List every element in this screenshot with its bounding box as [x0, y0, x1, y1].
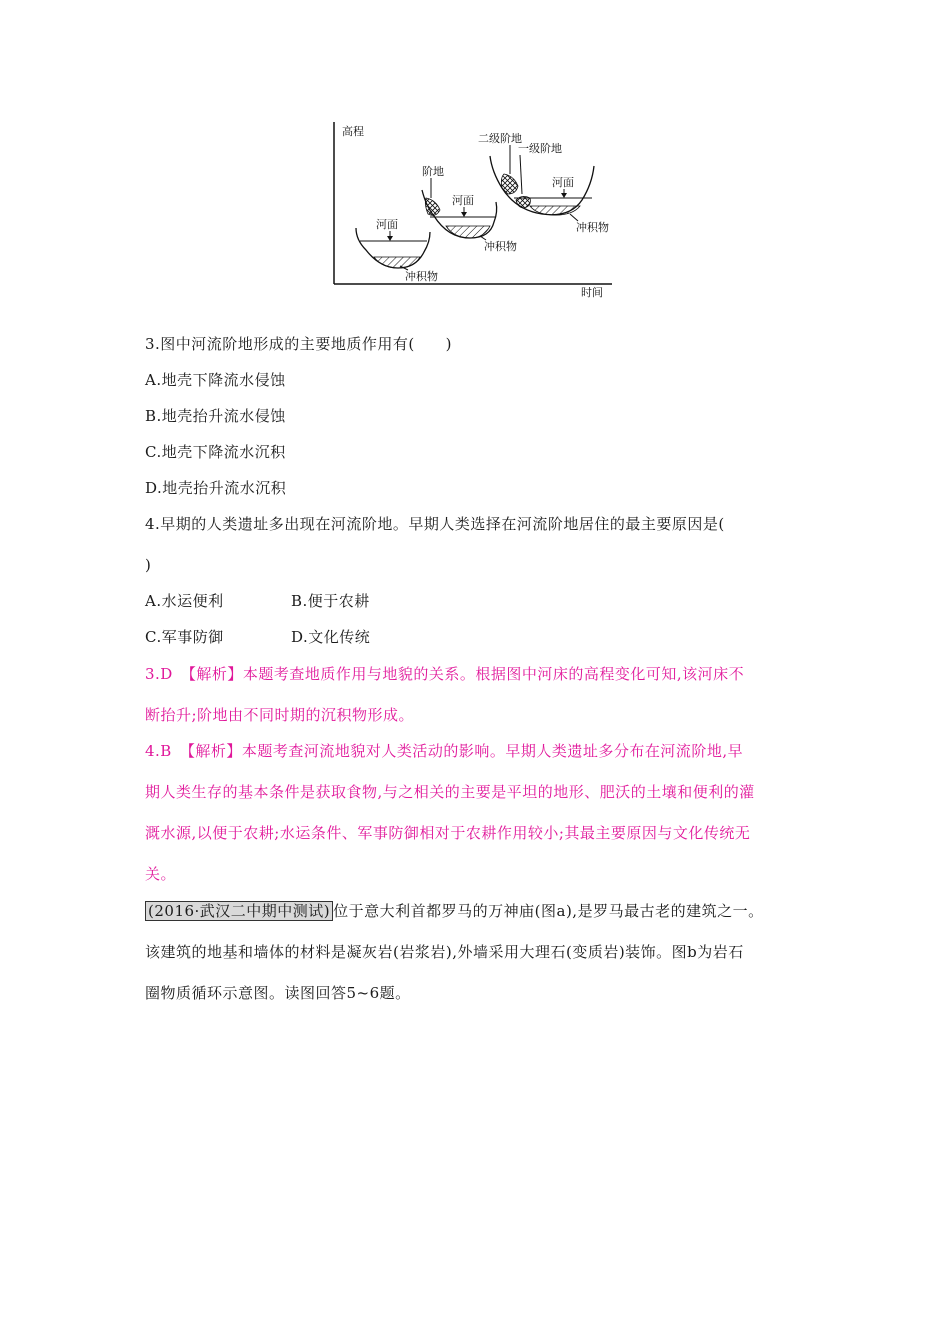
y-axis-label: 高程: [342, 125, 364, 138]
valley-1-river-label: 河面: [376, 218, 398, 231]
q4-stem-line2: ): [145, 556, 152, 574]
passage-line2: 该建筑的地基和墙体的材料是凝灰岩(岩浆岩),外墙采用大理石(变质岩)装饰。图b为岩石: [145, 943, 744, 961]
valley-2-river-label: 河面: [452, 194, 474, 207]
passage-line1-text: 位于意大利首都罗马的万神庙(图a),是罗马最古老的建筑之一。: [333, 902, 764, 920]
q3-option-d: D.地壳抬升流水沉积: [145, 479, 287, 497]
q4-option-b: B.便于农耕: [291, 592, 370, 610]
x-axis-label: 时间: [581, 286, 603, 299]
q3-option-b: B.地壳抬升流水侵蚀: [145, 407, 286, 425]
valley-3: [478, 131, 609, 234]
answer-4-line1: 4.B 【解析】本题考查河流地貌对人类活动的影响。早期人类遗址多分布在河流阶地,早: [145, 742, 744, 760]
valley-3-terrace-2-label: 二级阶地: [478, 132, 522, 145]
q4-option-c: C.军事防御: [145, 628, 224, 646]
answer-3-line2: 断抬升;阶地由不同时期的沉积物形成。: [145, 706, 415, 724]
source-tag: (2016·武汉二中期中测试): [145, 901, 333, 921]
q3-stem: 3.图中河流阶地形成的主要地质作用有( ): [145, 335, 453, 353]
q3-option-c: C.地壳下降流水沉积: [145, 443, 286, 461]
answer-4-line3: 溉水源,以便于农耕;水运条件、军事防御相对于农耕作用较小;其最主要原因与文化传统无: [145, 824, 751, 842]
q4-option-d: D.文化传统: [291, 628, 371, 646]
q3-option-a: A.地壳下降流水侵蚀: [145, 371, 286, 389]
answer-4-line2: 期人类生存的基本条件是获取食物,与之相关的主要是平坦的地形、肥沃的土壤和便利的灌: [145, 783, 755, 801]
answer-4-line4: 关。: [145, 865, 177, 883]
valley-2-sediment-label: 冲积物: [484, 240, 517, 253]
valley-3-river-label: 河面: [552, 176, 574, 189]
q4-stem-line1: 4.早期的人类遗址多出现在河流阶地。早期人类选择在河流阶地居住的最主要原因是(: [145, 515, 725, 533]
valley-1-sediment-label: 冲积物: [405, 270, 438, 283]
valley-3-sediment-label: 冲积物: [576, 221, 609, 234]
passage-line3: 圈物质循环示意图。读图回答5~6题。: [145, 984, 411, 1002]
river-terrace-diagram: [330, 118, 620, 303]
passage-line1: [145, 901, 764, 921]
q4-option-a: A.水运便利: [145, 592, 224, 610]
answer-3-line1: 3.D 【解析】本题考查地质作用与地貌的关系。根据图中河床的高程变化可知,该河床不: [145, 665, 745, 683]
valley-3-terrace-1-label: 一级阶地: [518, 142, 562, 155]
valley-2-terrace-label: 阶地: [422, 165, 444, 178]
valley-1: [356, 218, 438, 283]
